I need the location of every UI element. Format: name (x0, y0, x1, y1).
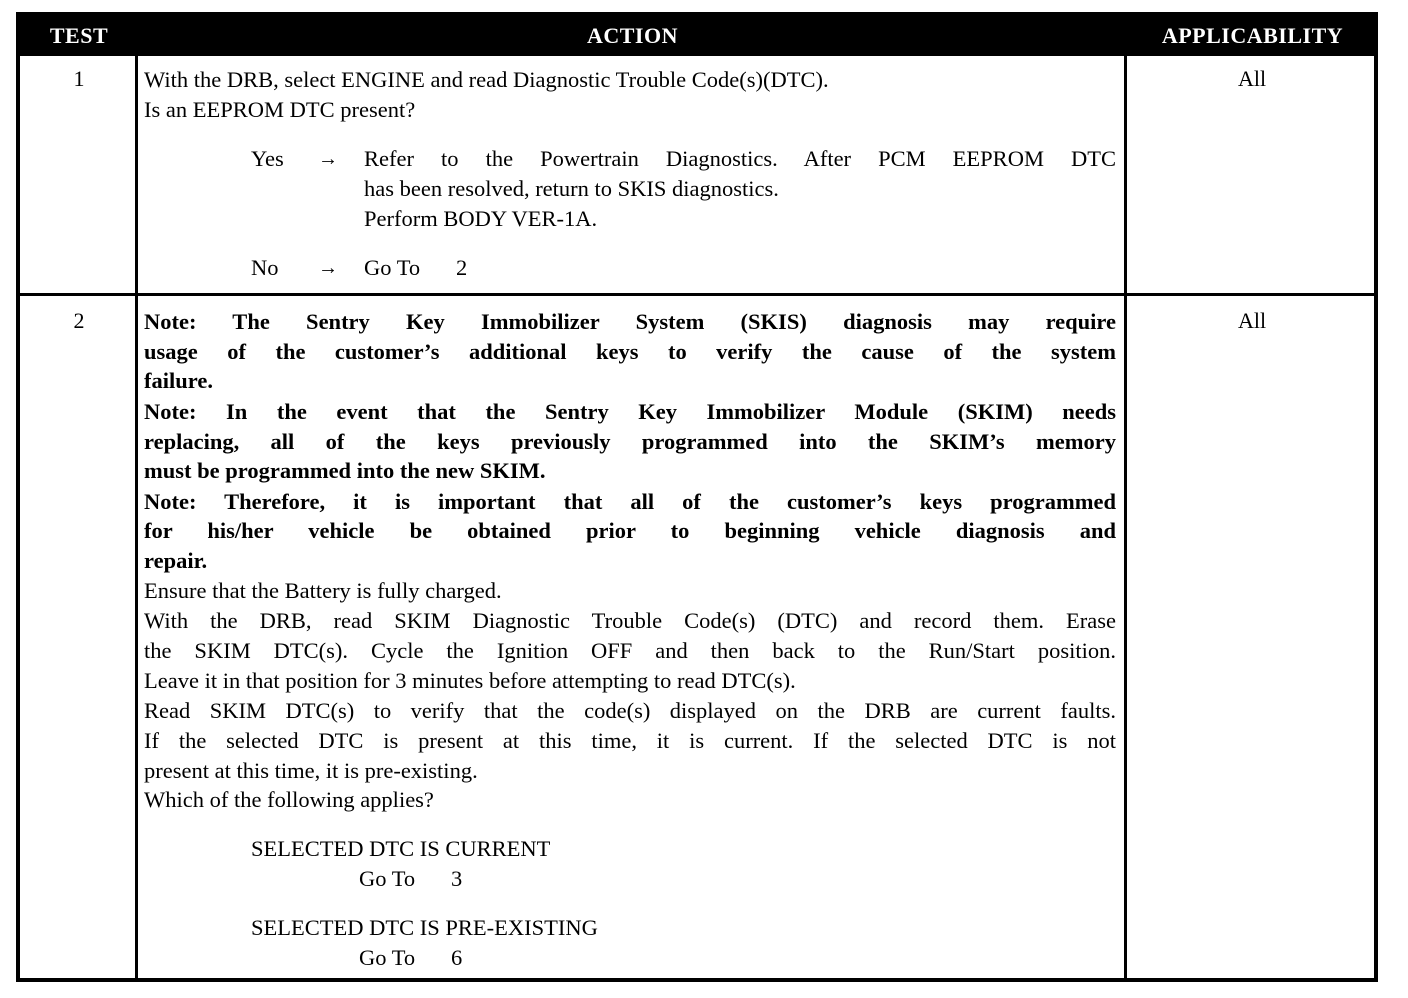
header-applicability-label: APPLICABILITY (1161, 23, 1344, 48)
row2-line-8: Which of the following applies? (144, 787, 434, 812)
divider-action-applicability (1124, 56, 1127, 982)
yes-line-3: Perform BODY VER-1A. (364, 206, 598, 231)
header-test (20, 16, 138, 56)
option-current-label: SELECTED DTC IS CURRENT (251, 836, 551, 861)
option-current-goto: Go To (359, 866, 416, 891)
row2-line-1: Ensure that the Battery is fully charged. (144, 578, 502, 603)
note-line-7: Note: Therefore, it is important that all of the customer’s keys programmed (144, 489, 1116, 514)
yes-line-1: Refer to the Powertrain Diagnostics. After PCM EEPROM DTC (364, 146, 1116, 171)
note-line-6: must be programmed into the new SKIM. (144, 458, 546, 483)
option-current-target: 3 (451, 866, 463, 891)
no-arrow-icon: → (318, 257, 338, 279)
yes-arrow-icon: → (318, 148, 338, 170)
no-goto: Go To (364, 255, 421, 280)
note-line-2: usage of the customer’s additional keys to verify the cause of the system (144, 339, 1116, 364)
option-preexisting-label: SELECTED DTC IS PRE-EXISTING (251, 915, 598, 940)
applicability-2: All (1237, 308, 1267, 333)
header-action (138, 16, 1127, 56)
note-line-1: Note: The Sentry Key Immobilizer System (SKIS) diagnosis may require (144, 309, 1116, 334)
yes-line-2: has been resolved, return to SKIS diagnostics. (364, 176, 779, 201)
divider-test-action (135, 56, 138, 982)
note-line-9: repair. (144, 548, 208, 573)
note-line-8: for his/her vehicle be obtained prior to beginning vehicle diagnosis and (144, 518, 1116, 543)
row2-line-5: Read SKIM DTC(s) to verify that the code(s) displayed on the DRB are current faults. (144, 698, 1116, 723)
no-goto-target: 2 (456, 255, 468, 280)
note-line-4: Note: In the event that the Sentry Key Immobilizer Module (SKIM) needs (144, 399, 1116, 424)
applicability-1: All (1237, 66, 1267, 91)
test-number-2: 2 (73, 308, 85, 333)
yes-label: Yes (251, 146, 284, 171)
row2-line-6: If the selected DTC is present at this time, it is current. If the selected DTC is not (144, 728, 1116, 753)
row-divider (20, 293, 1378, 296)
note-line-5: replacing, all of the keys previously programmed into the SKIM’s memory (144, 429, 1116, 454)
row2-line-3: the SKIM DTC(s). Cycle the Ignition OFF and then back to the Run/Start position. (144, 638, 1116, 663)
header-applicability (1127, 16, 1378, 56)
header-action-label: ACTION (586, 23, 678, 48)
option-preexisting-goto: Go To (359, 945, 416, 970)
option-preexisting-target: 6 (451, 945, 463, 970)
row2-line-7: present at this time, it is pre-existing. (144, 758, 478, 783)
row1-line-2: Is an EEPROM DTC present? (144, 97, 416, 122)
row1-line-1: With the DRB, select ENGINE and read Diagnostic Trouble Code(s)(DTC). (144, 67, 829, 92)
row2-line-2: With the DRB, read SKIM Diagnostic Trouble Code(s) (DTC) and record them. Erase (144, 608, 1116, 633)
diagnostic-table (16, 12, 1378, 982)
note-line-3: failure. (144, 368, 213, 393)
header-test-label: TEST (49, 23, 109, 48)
row2-line-4: Leave it in that position for 3 minutes before attempting to read DTC(s). (144, 668, 796, 693)
test-number-1: 1 (73, 66, 85, 91)
no-label: No (251, 255, 279, 280)
